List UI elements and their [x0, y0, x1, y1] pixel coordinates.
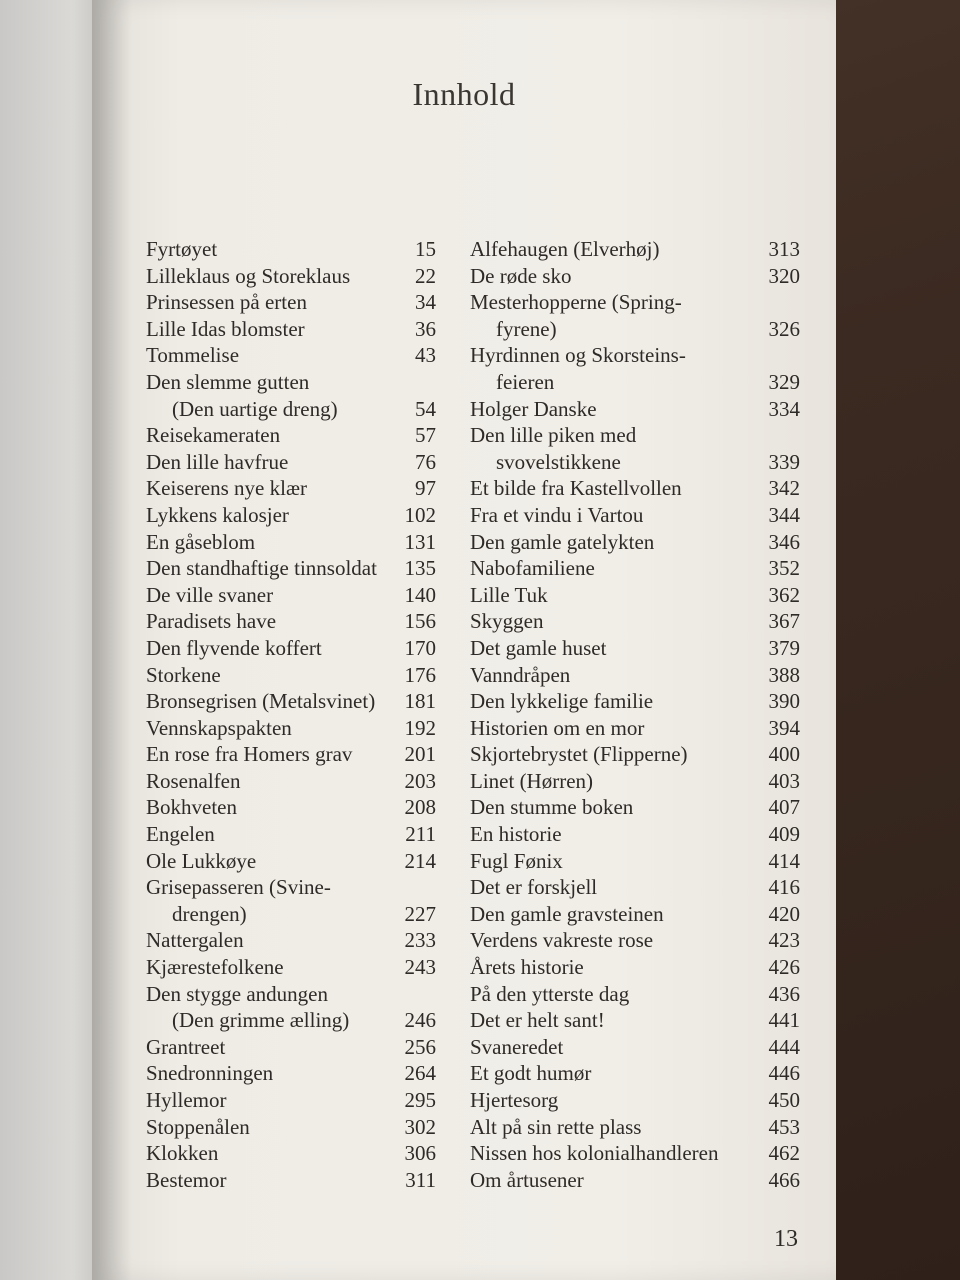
toc-entry: [146, 794, 436, 821]
toc-entry: [146, 263, 436, 290]
toc-entry: [146, 342, 436, 369]
toc-entry-title: Bronsegrisen (Metalsvinet): [146, 689, 376, 714]
toc-entry-title: Det gamle huset: [470, 635, 607, 660]
toc-entry-title: Nissen hos kolonialhandleren: [470, 1141, 719, 1166]
toc-entry: [470, 529, 800, 556]
toc-entry-page: 344: [768, 502, 800, 527]
toc-left-column: [146, 236, 436, 1193]
toc-entry: [470, 821, 800, 848]
toc-entry-page: 76: [415, 449, 436, 474]
toc-entry-page: 407: [768, 795, 800, 820]
toc-entry-page: 426: [768, 955, 800, 980]
toc-entry: [146, 1087, 436, 1114]
toc-entry: [470, 927, 800, 954]
toc-entry-title: Den lille havfrue: [146, 449, 289, 474]
toc-entry-page: 450: [768, 1088, 800, 1112]
toc-entry-title: Lilleklaus og Storeklaus: [146, 263, 351, 288]
toc-entry-page: 295: [404, 1088, 436, 1112]
toc-right-column: [470, 236, 800, 1193]
toc-entry-title: Grantreet: [146, 1034, 226, 1059]
toc-entry-title: svovelstikkene: [496, 449, 621, 474]
toc-entry-page: 462: [768, 1141, 800, 1166]
toc-entry-title: Prinsessen på erten: [146, 290, 307, 315]
toc-entry-title: Tommelise: [146, 343, 240, 368]
toc-entry-title: Stoppenålen: [146, 1114, 250, 1139]
toc-entry: [470, 236, 800, 263]
toc-entry-title: Hyrdinnen og Skorsteins-: [470, 343, 686, 368]
toc-entry-title: Vennskapspakten: [146, 715, 292, 740]
toc-entry-page: 306: [404, 1141, 436, 1166]
toc-entry-title: Paradisets have: [146, 609, 277, 634]
toc-entry: [146, 688, 436, 715]
toc-entry-title: De røde sko: [470, 263, 572, 288]
toc-entry-title: Alfehaugen (Elverhøj): [470, 237, 660, 261]
toc-entry: [470, 582, 800, 609]
toc-entry-page: 409: [768, 822, 800, 847]
toc-entry-title: Den gamle gatelykten: [470, 529, 655, 554]
toc-entry-page: 131: [404, 529, 436, 554]
toc-entry: [146, 715, 436, 742]
toc-entry-page: 420: [768, 901, 800, 926]
toc-entry-page: 329: [768, 369, 800, 394]
toc-entry-title: Om årtusener: [470, 1167, 584, 1192]
toc-entry: [470, 263, 800, 290]
toc-entry: [146, 608, 436, 635]
toc-entry: [146, 821, 436, 848]
toc-entry-page: 379: [768, 635, 800, 660]
toc-entry-page: 201: [404, 742, 436, 767]
toc-entry-page: 394: [768, 715, 800, 740]
toc-entry-title: Vanndråpen: [470, 662, 571, 687]
toc-entry-page: 403: [768, 768, 800, 793]
toc-entry-page: 211: [405, 822, 436, 847]
toc-entry-page: 54: [415, 396, 436, 421]
toc-entry-title: fyrene): [496, 316, 557, 341]
toc-entry-page: 36: [415, 316, 436, 341]
toc-entry: [146, 529, 436, 556]
toc-entry: [470, 1007, 800, 1034]
toc-entry: [146, 741, 436, 768]
toc-entry-page: 367: [768, 609, 800, 634]
toc-entry-page: 135: [404, 556, 436, 581]
toc-entry: [146, 901, 436, 928]
toc-entry: [470, 1114, 800, 1141]
toc-entry-title: Et godt humør: [470, 1061, 592, 1086]
toc-entry-title: Et bilde fra Kastellvollen: [470, 476, 682, 501]
toc-entry-title: Alt på sin rette plass: [470, 1114, 642, 1139]
toc-entry-title: Mesterhopperne (Spring-: [470, 290, 682, 315]
toc-entry-page: 414: [768, 848, 800, 873]
toc-entry-title: Lykkens kalosjer: [146, 502, 289, 527]
toc-entry-title: Bokhveten: [146, 795, 237, 820]
toc-entry: [470, 369, 800, 396]
toc-entry-page: 156: [404, 609, 436, 634]
toc-entry-page: 453: [768, 1114, 800, 1139]
toc-entry-title: Keiserens nye klær: [146, 476, 307, 501]
toc-entry-page: 311: [405, 1167, 436, 1192]
toc-entry-title: Lille Tuk: [470, 582, 548, 607]
toc-entry: [146, 582, 436, 609]
toc-entry-page: 334: [768, 396, 800, 421]
toc-entry: [146, 1167, 436, 1194]
toc-entry-page: 170: [404, 635, 436, 660]
toc-entry: [146, 848, 436, 875]
toc-entry-page: 102: [404, 502, 436, 527]
toc-entry-title: Storkene: [146, 662, 221, 687]
toc-entry-page: 339: [768, 449, 800, 474]
toc-entry-title: Hjertesorg: [470, 1088, 559, 1112]
toc-entry-title: Den slemme gutten: [146, 369, 310, 394]
toc-entry-page: 423: [768, 928, 800, 953]
toc-entry-page: 192: [404, 715, 436, 740]
toc-entry: [470, 954, 800, 981]
toc-entry: [146, 422, 436, 449]
toc-entry-title: Det er helt sant!: [470, 1008, 605, 1033]
toc-entry-title: Ole Lukkøye: [146, 848, 257, 873]
toc-entry-title: Skjortebrystet (Flipperne): [470, 742, 688, 767]
toc-entry: [470, 741, 800, 768]
toc-entry-page: 446: [768, 1061, 800, 1086]
toc-entry-title: Snedronningen: [146, 1061, 274, 1086]
toc-entry: [146, 635, 436, 662]
toc-entry-page: 233: [404, 928, 436, 953]
toc-entry: [146, 449, 436, 476]
toc-entry-page: 203: [404, 768, 436, 793]
toc-entry-page: 176: [404, 662, 436, 687]
toc-entry-title: Historien om en mor: [470, 715, 645, 740]
toc-entry-page: 34: [415, 290, 436, 315]
toc-entry-title: drengen): [172, 901, 247, 926]
toc-entry: [470, 688, 800, 715]
toc-entry-page: 181: [404, 689, 436, 714]
toc-entry-page: 256: [404, 1034, 436, 1059]
toc-entry: [470, 635, 800, 662]
toc-entry: [470, 475, 800, 502]
toc-entry-title: På den ytterste dag: [470, 981, 630, 1006]
toc-entry-title: Årets historie: [470, 955, 584, 980]
toc-entry: [146, 954, 436, 981]
toc-entry: [470, 289, 800, 316]
toc-entry: [146, 502, 436, 529]
toc-entry: [470, 794, 800, 821]
toc-entry: [470, 1060, 800, 1087]
toc-entry-page: 320: [768, 263, 800, 288]
toc-entry-title: feieren: [496, 369, 555, 394]
toc-entry-page: 264: [404, 1061, 436, 1086]
toc-entry-page: 362: [768, 582, 800, 607]
toc-entry-title: Nabofamiliene: [470, 556, 595, 581]
toc-entry-title: Rosenalfen: [146, 768, 241, 793]
toc-entry-page: 43: [415, 343, 436, 368]
toc-entry-page: 441: [768, 1008, 800, 1033]
toc-entry-title: Verdens vakreste rose: [470, 928, 654, 953]
toc-entry-title: Grisepasseren (Svine-: [146, 875, 331, 900]
toc-entry: [470, 848, 800, 875]
page-number: 13: [774, 1226, 798, 1252]
toc-entry-title: Fra et vindu i Vartou: [470, 502, 644, 527]
page-title: Innhold: [412, 76, 516, 112]
toc-entry-title: Klokken: [146, 1141, 219, 1166]
toc-entry-title: Skyggen: [470, 609, 544, 634]
toc-entry: [146, 369, 436, 396]
toc-entry-title: Nattergalen: [146, 928, 244, 953]
toc-entry-title: Linet (Hørren): [470, 768, 594, 793]
toc-entry-title: Den stygge andungen: [146, 981, 328, 1006]
toc-entry-page: 466: [768, 1167, 800, 1192]
toc-entry-page: 302: [404, 1114, 436, 1139]
toc-entry-title: Den gamle gravsteinen: [470, 901, 664, 926]
toc-entry: [146, 1140, 436, 1167]
toc-entry-title: Fugl Fønix: [470, 848, 563, 873]
toc-entry: [146, 1034, 436, 1061]
toc-entry-title: (Den uartige dreng): [172, 396, 338, 421]
toc-entry: [146, 874, 436, 901]
toc-entry: [470, 555, 800, 582]
toc-entry-page: 436: [768, 981, 800, 1006]
toc-entry-page: 243: [404, 955, 436, 980]
toc-entry-page: 346: [768, 529, 800, 554]
toc-entry-page: 400: [768, 742, 800, 767]
toc-entry: [146, 236, 436, 263]
toc-entry-title: Kjærestefolkene: [146, 955, 284, 980]
toc-entry-page: 416: [768, 875, 800, 900]
toc-entry-title: Fyrtøyet: [146, 237, 218, 261]
toc-entry: [470, 449, 800, 476]
toc-entry: [146, 662, 436, 689]
toc-entry-title: En rose fra Homers grav: [146, 742, 353, 767]
toc-entry: [470, 981, 800, 1008]
toc-entry-title: Det er forskjell: [470, 875, 598, 900]
toc-entry: [146, 768, 436, 795]
toc-entry: [470, 1140, 800, 1167]
toc-entry: [146, 475, 436, 502]
toc-entry-page: 388: [768, 662, 800, 687]
toc-entry-page: 390: [768, 689, 800, 714]
toc-entry-title: Svaneredet: [470, 1034, 564, 1059]
toc-entry-page: 15: [415, 237, 436, 261]
toc-entry: [470, 715, 800, 742]
toc-entry-page: 57: [415, 423, 436, 448]
toc-entry: [470, 396, 800, 423]
toc-entry: [470, 422, 800, 449]
book-gutter-shadow: [92, 0, 132, 1280]
toc-entry: [146, 316, 436, 343]
toc-entry-title: Hyllemor: [146, 1088, 227, 1112]
toc-entry-page: 214: [404, 848, 436, 873]
toc-entry: [146, 927, 436, 954]
toc-entry: [470, 316, 800, 343]
toc-entry-title: Engelen: [146, 822, 215, 847]
toc-entry: [146, 1114, 436, 1141]
toc-entry: [470, 662, 800, 689]
toc-entry-title: De ville svaner: [146, 582, 274, 607]
toc-entry-title: En historie: [470, 822, 562, 847]
toc-entry-title: Den lykkelige familie: [470, 689, 654, 714]
toc-entry: [470, 1034, 800, 1061]
toc-entry: [470, 1087, 800, 1114]
toc-entry-title: Lille Idas blomster: [146, 316, 305, 341]
toc-entry-title: Reisekameraten: [146, 423, 281, 448]
toc-entry: [470, 874, 800, 901]
toc-entry: [146, 1007, 436, 1034]
toc-entry-page: 140: [404, 582, 436, 607]
toc-entry-page: 444: [768, 1034, 800, 1059]
toc-entry: [146, 396, 436, 423]
toc-entry-title: En gåseblom: [146, 529, 256, 554]
toc-entry: [146, 555, 436, 582]
toc-entry-page: 208: [404, 795, 436, 820]
toc-entry-page: 313: [768, 237, 800, 261]
toc-entry-title: Holger Danske: [470, 396, 597, 421]
toc-entry: [146, 981, 436, 1008]
toc-entry: [146, 289, 436, 316]
toc-entry-title: Den stumme boken: [470, 795, 634, 820]
toc-entry: [470, 901, 800, 928]
toc-entry-page: 246: [404, 1008, 436, 1033]
toc-entry: [470, 768, 800, 795]
toc-entry: [470, 608, 800, 635]
toc-entry-page: 227: [404, 901, 436, 926]
toc-entry-title: Den flyvende koffert: [146, 635, 322, 660]
toc-entry-page: 326: [768, 316, 800, 341]
toc-entry-title: Den lille piken med: [470, 423, 637, 448]
toc-entry-title: Bestemor: [146, 1167, 227, 1192]
toc-entry-page: 97: [415, 476, 436, 501]
toc-entry: [470, 1167, 800, 1194]
toc-entry: [470, 502, 800, 529]
toc-entry-title: Den standhaftige tinnsoldat: [146, 556, 377, 581]
toc-entry-page: 352: [768, 556, 800, 581]
toc-entry: [470, 342, 800, 369]
toc-entry-title: (Den grimme ælling): [172, 1008, 350, 1033]
toc-entry-page: 342: [768, 476, 800, 501]
toc-entry-page: 22: [415, 263, 436, 288]
toc-entry: [146, 1060, 436, 1087]
